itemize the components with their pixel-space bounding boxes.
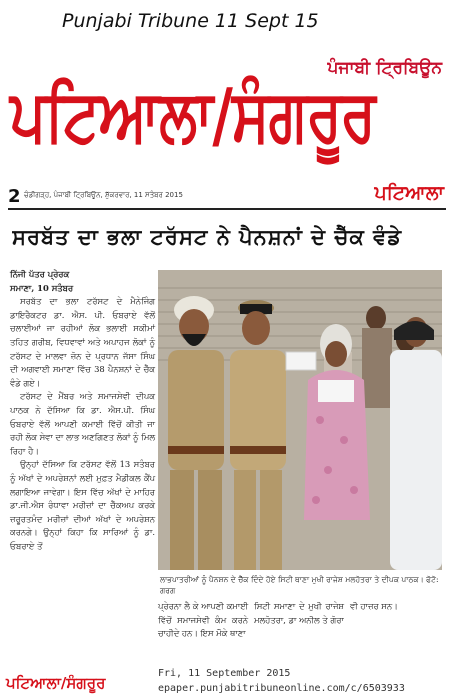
footer-brand: ਪਟਿਆਲਾ/ਸੰਗਰੂਰ [6, 674, 106, 692]
photo-caption: ਲਾਭਪਾਤਰੀਆਂ ਨੂੰ ਪੈਨਸ਼ਨ ਦੇ ਚੈੱਕ ਦਿੰਦੇ ਹੋਏ ਸਿਟੀ ਥਾਣਾ ਮੁਖੀ ਰਾਜੇਸ਼ ਮਲਹੋਤਰਾ ਤੇ ਦੀਪਕ ਪਾਠਕ। ਫੋਟੋ: ਗਰਗ [160, 575, 439, 595]
article-headline: ਸਰਬੱਤ ਦਾ ਭਲਾ ਟਰੱਸਟ ਨੇ ਪੈਨਸ਼ਨਾਂ ਦੇ ਚੈੱਕ ਵੰਡੇ [12, 224, 402, 249]
header-rule [8, 208, 446, 210]
dateline-place: ਸਮਾਣਾ, 10 ਸਤੰਬਰ [10, 282, 74, 293]
masthead-title: ਪਟਿਆਲਾ/ਸੰਗਰੂਰ [10, 72, 376, 157]
article-body [10, 268, 155, 553]
paragraph: ਉਨ੍ਹਾਂ ਦੱਸਿਆ ਕਿ ਟਰੱਸਟ ਵੱਲੋਂ 13 ਸਤੰਬਰ ਨੂੰ ਅੱਖਾਂ ਦੇ ਅਪਰੇਸ਼ਨਾਂ ਲਈ ਮੁਫ਼ਤ ਮੈਡੀਕਲ ਕੈਂਪ ਲਗਾਇਆ ਜਾਵੇਗਾ। ਇਸ ਵਿੱਚ ਅੱਖਾਂ ਦੇ ਮਾਹਿਰ ਡਾ.ਜੀ.ਐਸ ਰੰਧਾਵਾ ਮਰੀਜ਼ਾਂ ਦਾ ਚੈੱਕਅਪ ਕਰਕੇ ਜ਼ਰੂਰਤਮੰਦ ਮਰੀਜ਼ਾਂ ਦੀਆਂ ਅੱਖਾਂ ਦੇ ਅਪਰੇਸ਼ਨ ਕਰਨਗੇ। ਉਨ੍ਹਾਂ ਕਿਹਾ ਕਿ ਸਾਰਿਆਂ ਨੂੰ ਡਾ. ਓਬਰਾਏ ਤੋਂ [10, 459, 155, 551]
section-label: ਪਟਿਆਲਾ [374, 182, 444, 204]
page-number: 2 [8, 186, 21, 207]
paragraph: ਟਰੱਸਟ ਦੇ ਮੈਂਬਰ ਅਤੇ ਸਮਾਜਸੇਵੀ ਦੀਪਕ ਪਾਠਕ ਨੇ ਦੱਸਿਆ ਕਿ ਡਾ. ਐਸ.ਪੀ. ਸਿੰਘ ਓਬਰਾਏ ਵੱਲੋਂ ਆਪਣੀ ਕਮਾਈ ਵਿੱਚੋਂ ਕੀਤੀ ਜਾ ਰਹੀ ਲੋਕ ਸੇਵਾ ਦਾ ਲਾਭ ਅਣਗਿਣਤ ਲੋਕਾਂ ਨੂੰ ਮਿਲ ਰਿਹਾ ਹੈ। [10, 391, 155, 456]
article-lower-column-1: ਪ੍ਰੇਰਨਾ ਲੈ ਕੇ ਆਪਣੀ ਕਮਾਈ ਵਿੱਚੋਂ ਸਮਾਜਸੇਵੀ ਕੰਮ ਕਰਨੇ ਚਾਹੀਦੇ ਹਨ। ਇਸ ਮੌਕੇ ਥਾਣਾ [158, 601, 248, 639]
footer-date: Fri, 11 September 2015 [158, 668, 291, 679]
page-header [8, 182, 446, 208]
newspaper-brand: ਪੰਜਾਬੀ ਟ੍ਰਿਬਿਊਨ [327, 58, 442, 78]
epaper-url-link[interactable]: epaper.punjabitribuneonline.com/c/6503933 [158, 683, 405, 694]
paragraph: ਸਰਬੱਤ ਦਾ ਭਲਾ ਟਰੱਸਟ ਦੇ ਮੈਨੇਜਿੰਗ ਡਾਇਰੈਕਟਰ ਡਾ. ਐਸ. ਪੀ. ਓਬਰਾਏ ਵੱਲੋਂ ਚਲਾਈਆਂ ਜਾ ਰਹੀਆਂ ਲੋਕ ਭਲਾਈ ਸਕੀਮਾਂ ਤਹਿਤ ਗਰੀਬ, ਵਿਧਵਾਵਾਂ ਅਤੇ ਅਪਾਹਜ ਲੋਕਾਂ ਨੂੰ ਟਰੱਸਟ ਦੇ ਮਾਲਵਾ ਜ਼ੋਨ ਦੇ ਪ੍ਰਧਾਨ ਜੱਸਾ ਸਿੰਘ ਦੀ ਅਗਵਾਈ ਸਮਾਣਾ ਵਿੱਚ 38 ਪੈਨਸ਼ਨਾਂ ਦੇ ਚੈੱਕ ਵੰਡੇ ਗਏ। [10, 296, 155, 388]
handwritten-note: Punjabi Tribune 11 Sept 15 [62, 10, 319, 32]
news-photo [158, 270, 442, 570]
dateline: ਚੰਡੀਗੜ੍ਹ, ਪੰਜਾਬੀ ਟ੍ਰਿਬਿਊਨ, ਸ਼ੁੱਕਰਵਾਰ, 11 ਸਤੰਬਰ 2015 [24, 191, 183, 199]
article-lower-column-3: ਵੀ ਹਾਜ਼ਰ ਸਨ। [350, 601, 398, 611]
article-lower-column-2: ਸਿਟੀ ਸਮਾਣਾ ਦੇ ਮੁਖੀ ਰਾਜੇਸ਼ ਮਲਹੋਤਰਾ, ਡਾ ਅਨੀਲ ਤੇ ਗੋਰਾ [254, 601, 344, 625]
byline: ਨਿੱਜੀ ਪੱਤਰ ਪ੍ਰੇਰਕ [10, 269, 70, 279]
